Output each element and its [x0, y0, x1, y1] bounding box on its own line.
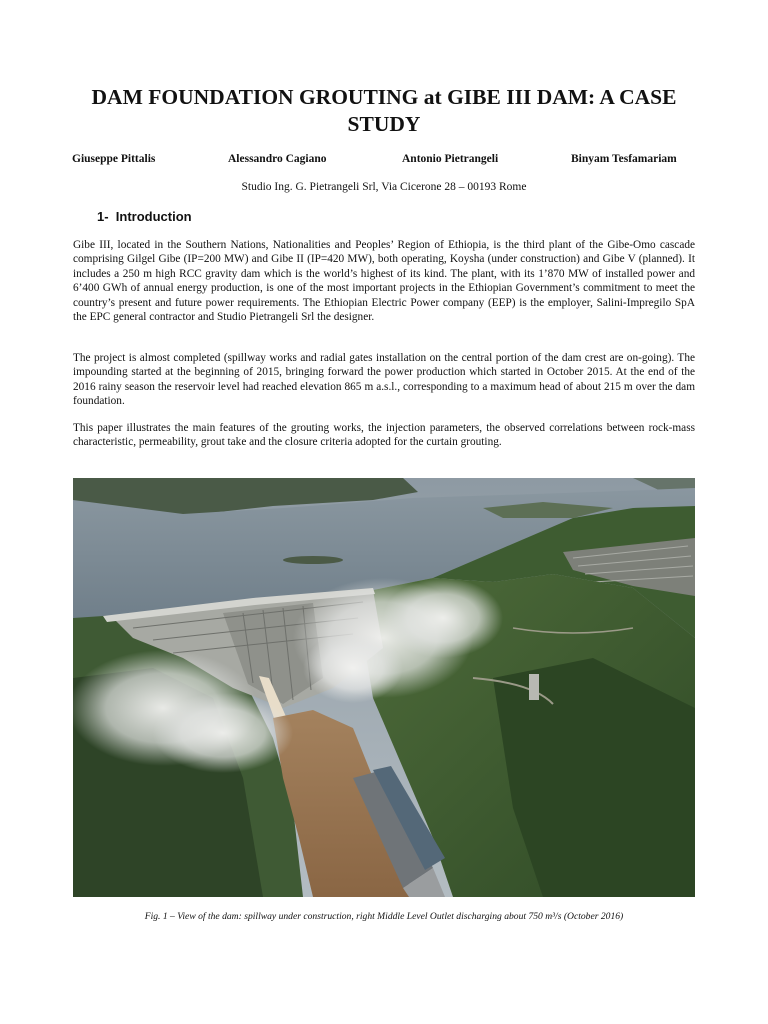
affiliation: Studio Ing. G. Pietrangeli Srl, Via Cicerone 28 – 00193 Rome	[241, 181, 527, 193]
author-name: Giuseppe Pittalis	[72, 153, 156, 165]
author-name: Alessandro Cagiano	[228, 153, 327, 165]
author-name: Antonio Pietrangeli	[402, 153, 499, 165]
figure-caption: Fig. 1 – View of the dam: spillway under construction, right Middle Level Outlet discharging about 750 m³/s (October 2016)	[144, 911, 624, 922]
dam-aerial-photo	[73, 478, 695, 897]
section-number: 1-	[97, 209, 109, 224]
author-list	[72, 153, 696, 169]
section-heading	[97, 209, 192, 224]
paragraph: This paper illustrates the main features of the grouting works, the injection parameters, the observed correlations between rock-mass characteristic, permeability, grout take and the closure criteria adopted for the curtain grouting.	[73, 422, 695, 449]
section-title: Introduction	[115, 209, 192, 224]
dam-photo	[73, 478, 695, 897]
paragraph: Gibe III, located in the Southern Nations, Nationalities and Peoples’ Region of Ethiopia, is the third plant of the Gibe-Omo cascade comprising Gilgel Gibe (IP=200 MW) and Gibe II (IP=420 MW), both operating, Koysha (under construction) and Gibe V (planned). It includes a 250 m high RCC gravity dam which is the world’s highest of its kind. The plant, with its 1’870 MW of installed power and 6’400 GWh of annual energy production, is one of the most important projects in the Ethiopian Government’s commitment to meet the country’s present and future power requirements. The Ethiopian Electric Power company (EEP) is the employer, Salini-Impregilo SpA the EPC general contractor and Studio Pietrangeli Srl the designer.	[73, 239, 695, 324]
paragraph: The project is almost completed (spillway works and radial gates installation on the central portion of the dam crest are on-going). The impounding started at the beginning of 2015, bringing forward the power production which started in October 2015. At the end of the 2016 rainy season the reservoir level had reached elevation 865 m a.s.l., corresponding to a maximum head of about 215 m over the dam foundation.	[73, 352, 695, 408]
paper-title: DAM FOUNDATION GROUTING at GIBE III DAM: A CASE STUDY	[91, 85, 677, 136]
author-name: Binyam Tesfamariam	[571, 153, 677, 165]
